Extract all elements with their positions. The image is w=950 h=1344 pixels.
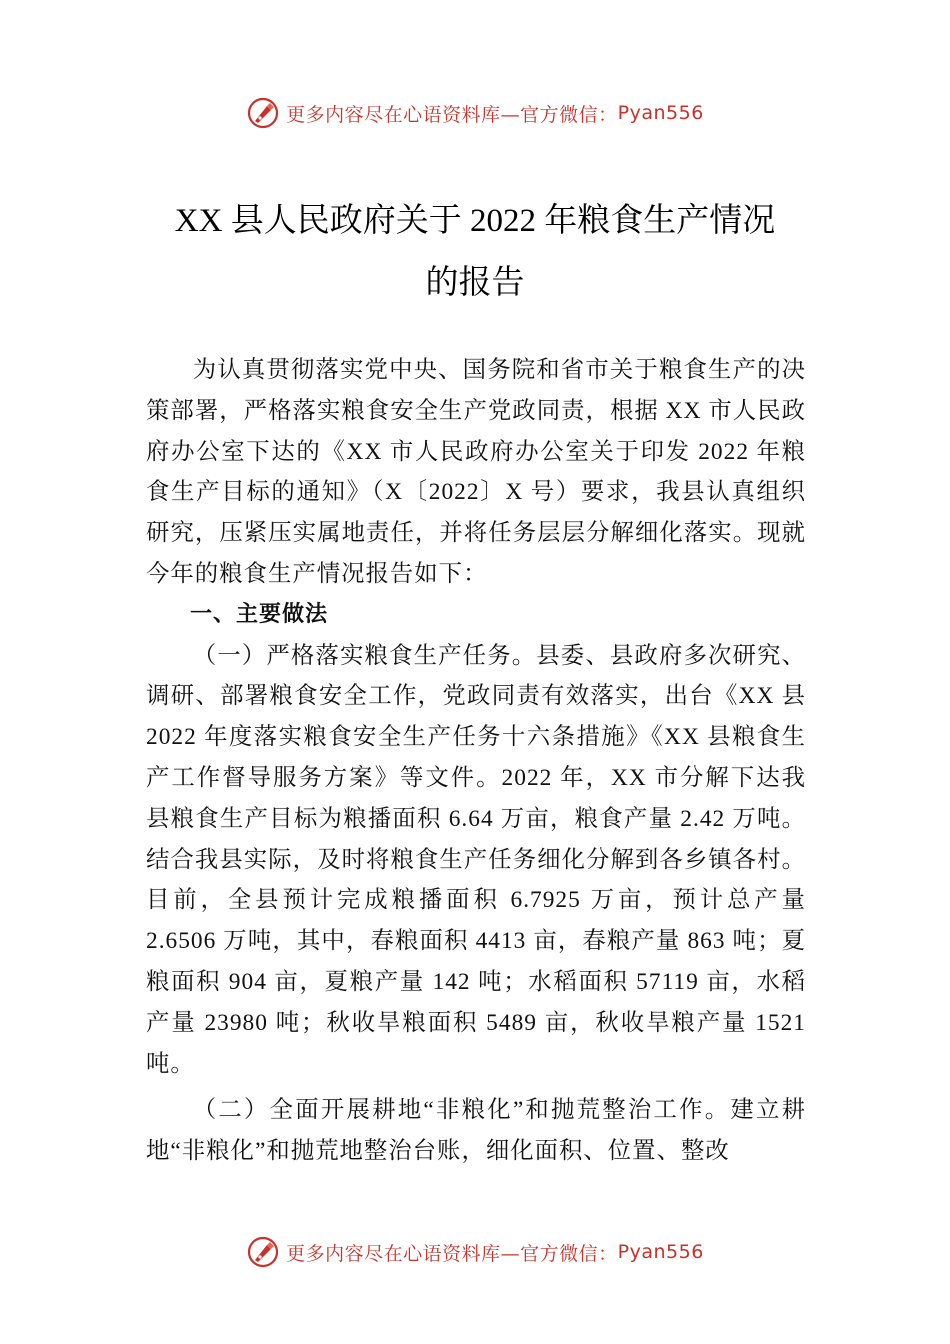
paragraph-item-1: （一）严格落实粮食生产任务。县委、县政府多次研究、调研、部署粮食安全工作，党政同责有效落实，出台《XX 县 2022 年度落实粮食安全生产任务十六条措施》《XX 县粮食生产工作督导服务方案》等文件。2022 年，XX 市分解下达我县粮食生产目标为粮播面积 6.64 万亩，粮食产量 2.42 万吨。结合我县实际，及时将粮食生产任务细化分解到各乡镇各村。目前，全县预计完成粮播面积 6.7925 万亩，预计总产量 2.6506 万吨，其中，春粮面积 4413 亩，春粮产量 863 吨；夏粮面积 904 亩，夏粮产量 142 吨；水稻面积 57119 亩，水稻产量 23980 吨；秋收旱粮面积 5489 亩，秋收旱粮产量 1521 吨。	[146, 642, 806, 1077]
intro-paragraph: 为认真贯彻落实党中央、国务院和省市关于粮食生产的决策部署，严格落实粮食安全生产党政同责，根据 XX 市人民政府办公室下达的《XX 市人民政府办公室关于印发 2022 年粮食生产目标的通知》（X〔2022〕X 号）要求，我县认真组织研究，压紧压实属地责任，并将任务层层分解细化落实。现就今年的粮食生产情况报告如下：	[146, 357, 806, 587]
paragraph-item-2: （二）全面开展耕地“非粮化”和抛荒整治工作。建立耕地“非粮化”和抛荒地整治台账，细化面积、位置、整改	[146, 1097, 806, 1165]
watermark-wechat-id: Pyan556	[617, 1241, 704, 1263]
document-body	[146, 350, 806, 1172]
title-line-1: XX 县人民政府关于 2022 年粮食生产情况	[174, 203, 776, 239]
pen-nib-logo-icon	[246, 96, 280, 130]
section-heading-1: 一、主要做法	[190, 601, 329, 627]
watermark-banner-top	[0, 93, 950, 133]
watermark-banner-bottom	[0, 1232, 950, 1272]
watermark-text: 更多内容尽在心语资料库—官方微信：	[286, 103, 618, 126]
watermark-wechat-id: Pyan556	[617, 102, 704, 124]
title-line-2: 的报告	[425, 265, 525, 301]
document-title	[120, 190, 830, 314]
watermark-text: 更多内容尽在心语资料库—官方微信：	[286, 1242, 618, 1265]
pen-nib-logo-icon	[246, 1235, 280, 1269]
